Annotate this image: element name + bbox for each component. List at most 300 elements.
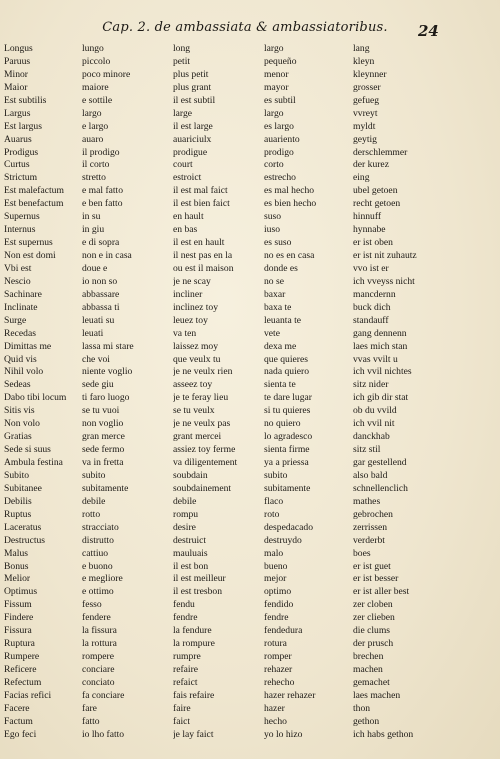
vocab-row bbox=[4, 586, 496, 599]
italian-term: distrutto bbox=[82, 534, 114, 546]
german-term: zer cloben bbox=[353, 599, 393, 611]
spanish-term: bueno bbox=[264, 560, 288, 572]
french-term: il est bon bbox=[173, 560, 209, 572]
spanish-term: vete bbox=[264, 327, 280, 339]
french-term: leuez toy bbox=[173, 314, 208, 326]
spanish-term: sienta te bbox=[264, 379, 296, 391]
spanish-term: sienta firme bbox=[264, 444, 310, 456]
italian-term: sede fermo bbox=[82, 444, 125, 456]
italian-term: e largo bbox=[82, 120, 109, 132]
german-term: kleyn bbox=[353, 55, 375, 67]
french-term: il est large bbox=[173, 120, 213, 132]
latin-term: Sachinare bbox=[4, 288, 42, 300]
spanish-term: fendedura bbox=[264, 625, 303, 637]
italian-term: lungo bbox=[82, 43, 104, 54]
vocab-row bbox=[4, 366, 496, 379]
french-term: il est tresbon bbox=[173, 586, 223, 598]
latin-term: Laceratus bbox=[4, 521, 42, 533]
german-term: thon bbox=[353, 702, 371, 714]
italian-term: fa conciare bbox=[82, 689, 125, 701]
german-term: standauff bbox=[353, 314, 389, 326]
latin-term: Est subtilis bbox=[4, 94, 47, 106]
vocab-row bbox=[4, 198, 496, 211]
latin-term: Maior bbox=[4, 81, 28, 93]
spanish-term: no se bbox=[264, 275, 284, 287]
french-term: soubdain bbox=[173, 469, 208, 481]
german-term: gar gestellend bbox=[353, 457, 407, 468]
italian-term: fesso bbox=[82, 599, 102, 611]
german-term: buck dich bbox=[353, 301, 391, 313]
latin-term: Rumpere bbox=[4, 651, 40, 663]
latin-term: Est supernus bbox=[4, 237, 53, 249]
german-term: gefueg bbox=[353, 94, 380, 106]
italian-term: ti faro luogo bbox=[82, 392, 130, 404]
german-term: lang bbox=[353, 43, 370, 54]
german-term: ich gib dir stat bbox=[353, 392, 409, 404]
french-term: faict bbox=[173, 715, 191, 727]
latin-term: Ego feci bbox=[4, 728, 37, 740]
italian-term: abbassa ti bbox=[82, 301, 120, 313]
german-term: ich vveyss nicht bbox=[353, 275, 415, 287]
german-term: sitz nider bbox=[353, 379, 389, 391]
italian-term: e megliore bbox=[82, 573, 123, 585]
vocab-row bbox=[4, 522, 496, 535]
german-term: vvas vvilt u bbox=[353, 353, 398, 365]
italian-term: io non so bbox=[82, 275, 118, 287]
vocab-row bbox=[4, 729, 496, 742]
french-term: ou est il maison bbox=[173, 262, 234, 274]
french-term: je ne veulx pas bbox=[173, 418, 231, 430]
latin-term: Fissura bbox=[4, 625, 32, 637]
vocab-row bbox=[4, 263, 496, 276]
latin-term: Est benefactum bbox=[4, 198, 64, 210]
french-term: long bbox=[173, 43, 191, 54]
vocab-row bbox=[4, 638, 496, 651]
spanish-term: prodigo bbox=[264, 146, 294, 158]
german-term: verderbt bbox=[353, 534, 385, 546]
latin-term: Prodigus bbox=[4, 146, 39, 158]
french-term: il est bien faict bbox=[173, 198, 230, 210]
vocab-row bbox=[4, 108, 496, 121]
latin-term: Factum bbox=[4, 715, 33, 727]
vocab-row bbox=[4, 43, 496, 56]
french-term: mauluais bbox=[173, 547, 208, 559]
german-term: sitz stil bbox=[353, 444, 381, 456]
italian-term: rompere bbox=[82, 651, 114, 663]
spanish-term: leuanta te bbox=[264, 314, 302, 326]
french-term: je ne scay bbox=[173, 275, 211, 287]
vocab-row bbox=[4, 237, 496, 250]
latin-term: Fissum bbox=[4, 599, 32, 611]
italian-term: fatto bbox=[82, 715, 100, 727]
german-term: laes mich stan bbox=[353, 340, 408, 352]
vocab-row bbox=[4, 328, 496, 341]
spanish-term: largo bbox=[264, 107, 284, 119]
vocab-row bbox=[4, 535, 496, 548]
french-term: court bbox=[173, 159, 193, 171]
german-term: die clums bbox=[353, 625, 391, 637]
vocab-row bbox=[4, 69, 496, 82]
spanish-term: optimo bbox=[264, 586, 292, 598]
german-term: boes bbox=[353, 547, 371, 559]
german-term: schnellenclich bbox=[353, 482, 408, 494]
italian-term: conciato bbox=[82, 676, 115, 688]
latin-term: Facere bbox=[4, 702, 30, 714]
latin-term: Recedas bbox=[4, 327, 36, 339]
latin-term: Est largus bbox=[4, 120, 42, 132]
latin-term: Supernus bbox=[4, 211, 40, 223]
latin-term: Dabo tibi locum bbox=[4, 392, 67, 404]
spanish-term: no quiero bbox=[264, 418, 301, 430]
french-term: en bas bbox=[173, 224, 198, 236]
spanish-term: es largo bbox=[264, 120, 294, 132]
german-term: eing bbox=[353, 172, 370, 184]
vocab-row bbox=[4, 405, 496, 418]
spanish-term: te dare lugar bbox=[264, 392, 312, 404]
italian-term: in giu bbox=[82, 224, 105, 236]
italian-term: largo bbox=[82, 107, 102, 119]
french-term: se tu veulx bbox=[173, 405, 215, 417]
french-term: incliner bbox=[173, 288, 203, 300]
vocab-row bbox=[4, 185, 496, 198]
italian-term: la fissura bbox=[82, 625, 117, 637]
spanish-term: rotura bbox=[264, 638, 287, 650]
italian-term: e ben fatto bbox=[82, 198, 123, 210]
french-term: prodigue bbox=[173, 146, 208, 158]
french-term: en hault bbox=[173, 211, 204, 223]
vocab-row bbox=[4, 134, 496, 147]
italian-term: non voglio bbox=[82, 418, 124, 430]
spanish-term: subito bbox=[264, 469, 288, 481]
german-term: gemachet bbox=[353, 676, 390, 688]
french-term: fais refaire bbox=[173, 689, 215, 701]
vocab-row bbox=[4, 315, 496, 328]
spanish-term: iuso bbox=[264, 224, 280, 236]
latin-term: Malus bbox=[4, 547, 28, 559]
spanish-term: corto bbox=[264, 159, 284, 171]
latin-term: Inclinate bbox=[4, 301, 38, 313]
latin-term: Destructus bbox=[4, 534, 46, 546]
french-term: plus petit bbox=[173, 68, 209, 80]
german-term: ich habs gethon bbox=[353, 728, 414, 740]
latin-term: Refectum bbox=[4, 676, 42, 688]
latin-term: Quid vis bbox=[4, 353, 37, 365]
german-term: er ist oben bbox=[353, 237, 393, 249]
spanish-term: baxa te bbox=[264, 301, 292, 313]
spanish-term: es suso bbox=[264, 237, 292, 249]
spanish-term: largo bbox=[264, 43, 284, 54]
french-term: soubdainement bbox=[173, 482, 232, 494]
italian-term: maiore bbox=[82, 81, 109, 93]
italian-term: leuati su bbox=[82, 314, 115, 326]
vocabulary-table bbox=[4, 43, 496, 742]
vocab-row bbox=[4, 431, 496, 444]
vocab-row bbox=[4, 379, 496, 392]
italian-term: doue e bbox=[82, 262, 108, 274]
german-term: zer clieben bbox=[353, 612, 395, 624]
german-term: recht getoen bbox=[353, 198, 401, 210]
spanish-term: fendre bbox=[264, 612, 289, 624]
french-term: il est subtil bbox=[173, 94, 216, 106]
latin-term: Longus bbox=[4, 43, 33, 54]
spanish-term: que quieres bbox=[264, 353, 308, 365]
french-term: il est meilleur bbox=[173, 573, 226, 585]
german-term: hinnuff bbox=[353, 211, 382, 223]
italian-term: subitamente bbox=[82, 482, 129, 494]
italian-term: fare bbox=[82, 702, 97, 714]
italian-term: subito bbox=[82, 469, 106, 481]
vocab-row bbox=[4, 664, 496, 677]
french-term: faire bbox=[173, 702, 191, 714]
vocab-row bbox=[4, 509, 496, 522]
spanish-term: suso bbox=[264, 211, 282, 223]
italian-term: lassa mi stare bbox=[82, 340, 134, 352]
latin-term: Bonus bbox=[4, 560, 29, 572]
latin-term: Reficere bbox=[4, 664, 37, 675]
spanish-term: destruydo bbox=[264, 534, 302, 546]
latin-term: Paruus bbox=[4, 55, 31, 67]
german-term: danckhab bbox=[353, 431, 390, 443]
german-term: er ist guet bbox=[353, 560, 391, 572]
vocab-row bbox=[4, 341, 496, 354]
latin-term: Melior bbox=[4, 573, 31, 585]
spanish-term: es bien hecho bbox=[264, 198, 317, 210]
spanish-term: despedacado bbox=[264, 521, 314, 533]
french-term: asseez toy bbox=[173, 379, 213, 391]
german-term: also bald bbox=[353, 469, 388, 481]
italian-term: che voi bbox=[82, 353, 110, 365]
german-term: ob du vvild bbox=[353, 405, 397, 417]
french-term: fendu bbox=[173, 599, 195, 611]
latin-term: Sitis vis bbox=[4, 405, 35, 417]
vocab-row bbox=[4, 496, 496, 509]
spanish-term: mayor bbox=[264, 81, 289, 93]
french-term: petit bbox=[173, 55, 191, 67]
french-term: il est en hault bbox=[173, 237, 225, 249]
spanish-term: rehecho bbox=[264, 676, 295, 688]
latin-term: Largus bbox=[4, 107, 31, 119]
vocab-row bbox=[4, 147, 496, 160]
french-term: plus grant bbox=[173, 81, 212, 93]
french-term: large bbox=[173, 107, 193, 119]
spanish-term: auariento bbox=[264, 133, 300, 145]
spanish-term: hazer bbox=[264, 702, 285, 714]
german-term: ubel getoen bbox=[353, 185, 398, 197]
italian-term: poco minore bbox=[82, 68, 131, 80]
vocab-row bbox=[4, 716, 496, 729]
latin-term: Est malefactum bbox=[4, 185, 64, 197]
latin-term: Dimittas me bbox=[4, 340, 52, 352]
italian-term: il corto bbox=[82, 159, 110, 171]
vocab-row bbox=[4, 224, 496, 237]
vocab-row bbox=[4, 677, 496, 690]
latin-term: Sede si suus bbox=[4, 444, 51, 456]
german-term: er ist besser bbox=[353, 573, 399, 585]
vocab-row bbox=[4, 599, 496, 612]
latin-term: Vbi est bbox=[4, 262, 32, 274]
latin-term: Debilis bbox=[4, 495, 32, 507]
french-term: il est mal faict bbox=[173, 185, 228, 197]
vocab-row bbox=[4, 418, 496, 431]
italian-term: e mal fatto bbox=[82, 185, 124, 197]
vocab-row bbox=[4, 392, 496, 405]
italian-term: e di sopra bbox=[82, 237, 120, 249]
french-term: refaire bbox=[173, 664, 199, 675]
vocab-row bbox=[4, 561, 496, 574]
french-term: refaict bbox=[173, 676, 198, 688]
french-term: laissez moy bbox=[173, 340, 219, 352]
vocab-row bbox=[4, 211, 496, 224]
italian-term: fendere bbox=[82, 612, 111, 624]
italian-term: sede giu bbox=[82, 379, 114, 391]
spanish-term: rehazer bbox=[264, 664, 293, 675]
spanish-term: yo lo hizo bbox=[264, 728, 303, 740]
italian-term: piccolo bbox=[82, 55, 111, 67]
italian-term: e buono bbox=[82, 560, 113, 572]
german-term: der kurez bbox=[353, 159, 389, 171]
latin-term: Facias refici bbox=[4, 689, 52, 701]
spanish-term: subitamente bbox=[264, 482, 311, 494]
latin-term: Ambula festina bbox=[4, 457, 63, 468]
vocab-row bbox=[4, 82, 496, 95]
french-term: rumpre bbox=[173, 651, 201, 663]
german-term: machen bbox=[353, 664, 383, 675]
spanish-term: dexa me bbox=[264, 340, 297, 352]
vocab-row bbox=[4, 703, 496, 716]
latin-term: Nescio bbox=[4, 275, 31, 287]
german-term: ich vvil nichtes bbox=[353, 366, 412, 378]
french-term: que veulx tu bbox=[173, 353, 221, 365]
italian-term: conciare bbox=[82, 664, 115, 675]
italian-term: se tu vuoi bbox=[82, 405, 120, 417]
spanish-term: ya a priessa bbox=[264, 457, 309, 468]
latin-term: Internus bbox=[4, 224, 36, 236]
latin-term: Auarus bbox=[4, 133, 32, 145]
vocab-row bbox=[4, 172, 496, 185]
vocab-row bbox=[4, 457, 496, 470]
french-term: assiez toy ferme bbox=[173, 444, 236, 456]
french-term: la rompure bbox=[173, 638, 215, 650]
italian-term: la rottura bbox=[82, 638, 117, 650]
spanish-term: roto bbox=[264, 508, 280, 520]
vocab-row bbox=[4, 56, 496, 69]
german-term: vvreyt bbox=[353, 107, 378, 119]
german-term: der prusch bbox=[353, 638, 394, 650]
french-term: destruict bbox=[173, 534, 207, 546]
french-term: desire bbox=[173, 521, 196, 533]
chapter-header: Cap. 2. de ambassiata & ambassiatoribus. bbox=[102, 20, 388, 35]
french-term: fendre bbox=[173, 612, 198, 624]
italian-term: gran merce bbox=[82, 431, 125, 443]
latin-term: Subitanee bbox=[4, 482, 42, 494]
french-term: debile bbox=[173, 495, 197, 507]
german-term: myldt bbox=[353, 120, 376, 132]
spanish-term: flaco bbox=[264, 495, 284, 507]
french-term: la fendure bbox=[173, 625, 212, 637]
german-term: laes machen bbox=[353, 689, 401, 701]
italian-term: abbassare bbox=[82, 288, 120, 300]
vocab-row bbox=[4, 444, 496, 457]
italian-term: cattiuo bbox=[82, 547, 109, 559]
spanish-term: hazer rehazer bbox=[264, 689, 316, 701]
italian-term: io lho fatto bbox=[82, 728, 125, 740]
latin-term: Non est domi bbox=[4, 250, 56, 261]
latin-term: Surge bbox=[4, 314, 27, 326]
spanish-term: estrecho bbox=[264, 172, 296, 184]
italian-term: auaro bbox=[82, 133, 104, 145]
italian-term: non e in casa bbox=[82, 250, 132, 261]
spanish-term: baxar bbox=[264, 288, 286, 300]
italian-term: stracciato bbox=[82, 521, 119, 533]
italian-term: il prodigo bbox=[82, 146, 120, 158]
spanish-term: si tu quieres bbox=[264, 405, 311, 417]
german-term: geytig bbox=[353, 133, 377, 145]
spanish-term: malo bbox=[264, 547, 284, 559]
vocab-row bbox=[4, 483, 496, 496]
french-term: grant mercei bbox=[173, 431, 222, 443]
latin-term: Sedeas bbox=[4, 379, 31, 391]
vocab-row bbox=[4, 573, 496, 586]
spanish-term: no es en casa bbox=[264, 250, 315, 261]
vocab-row bbox=[4, 95, 496, 108]
vocab-row bbox=[4, 354, 496, 367]
german-term: kleynner bbox=[353, 68, 387, 80]
latin-term: Non volo bbox=[4, 418, 40, 430]
german-term: er ist aller best bbox=[353, 586, 410, 598]
french-term: inclinez toy bbox=[173, 301, 219, 313]
german-term: grosser bbox=[353, 81, 381, 93]
german-term: derschlemmer bbox=[353, 146, 408, 158]
latin-term: Ruptura bbox=[4, 638, 35, 650]
german-term: mancdernn bbox=[353, 288, 396, 300]
italian-term: in su bbox=[82, 211, 101, 223]
vocab-row bbox=[4, 612, 496, 625]
spanish-term: es subtil bbox=[264, 94, 296, 106]
italian-term: rotto bbox=[82, 508, 101, 520]
vocab-row bbox=[4, 651, 496, 664]
german-term: hynnabe bbox=[353, 224, 386, 236]
german-term: gang dennenn bbox=[353, 327, 407, 339]
german-term: ich vvil nit bbox=[353, 418, 395, 430]
latin-term: Subito bbox=[4, 469, 30, 481]
spanish-term: menor bbox=[264, 68, 289, 80]
german-term: er ist nit zuhautz bbox=[353, 250, 417, 261]
vocab-row bbox=[4, 159, 496, 172]
latin-term: Strictum bbox=[4, 172, 38, 184]
vocab-row bbox=[4, 250, 496, 263]
italian-term: niente voglio bbox=[82, 366, 133, 378]
vocab-row bbox=[4, 121, 496, 134]
latin-term: Ruptus bbox=[4, 508, 32, 520]
spanish-term: donde es bbox=[264, 262, 298, 274]
french-term: auariciulx bbox=[173, 133, 212, 145]
french-term: je ne veulx rien bbox=[173, 366, 233, 378]
vocab-row bbox=[4, 276, 496, 289]
vocab-row bbox=[4, 690, 496, 703]
german-term: gethon bbox=[353, 715, 380, 727]
spanish-term: romper bbox=[264, 651, 292, 663]
vocab-row bbox=[4, 625, 496, 638]
folio-number: 24 bbox=[418, 22, 439, 40]
latin-term: Nihil volo bbox=[4, 366, 44, 378]
italian-term: leuati bbox=[82, 327, 104, 339]
french-term: je lay faict bbox=[173, 728, 214, 740]
german-term: vvo ist er bbox=[353, 262, 389, 274]
vocab-row bbox=[4, 548, 496, 561]
latin-term: Findere bbox=[4, 612, 34, 624]
french-term: je te feray lieu bbox=[173, 392, 229, 404]
italian-term: debile bbox=[82, 495, 106, 507]
